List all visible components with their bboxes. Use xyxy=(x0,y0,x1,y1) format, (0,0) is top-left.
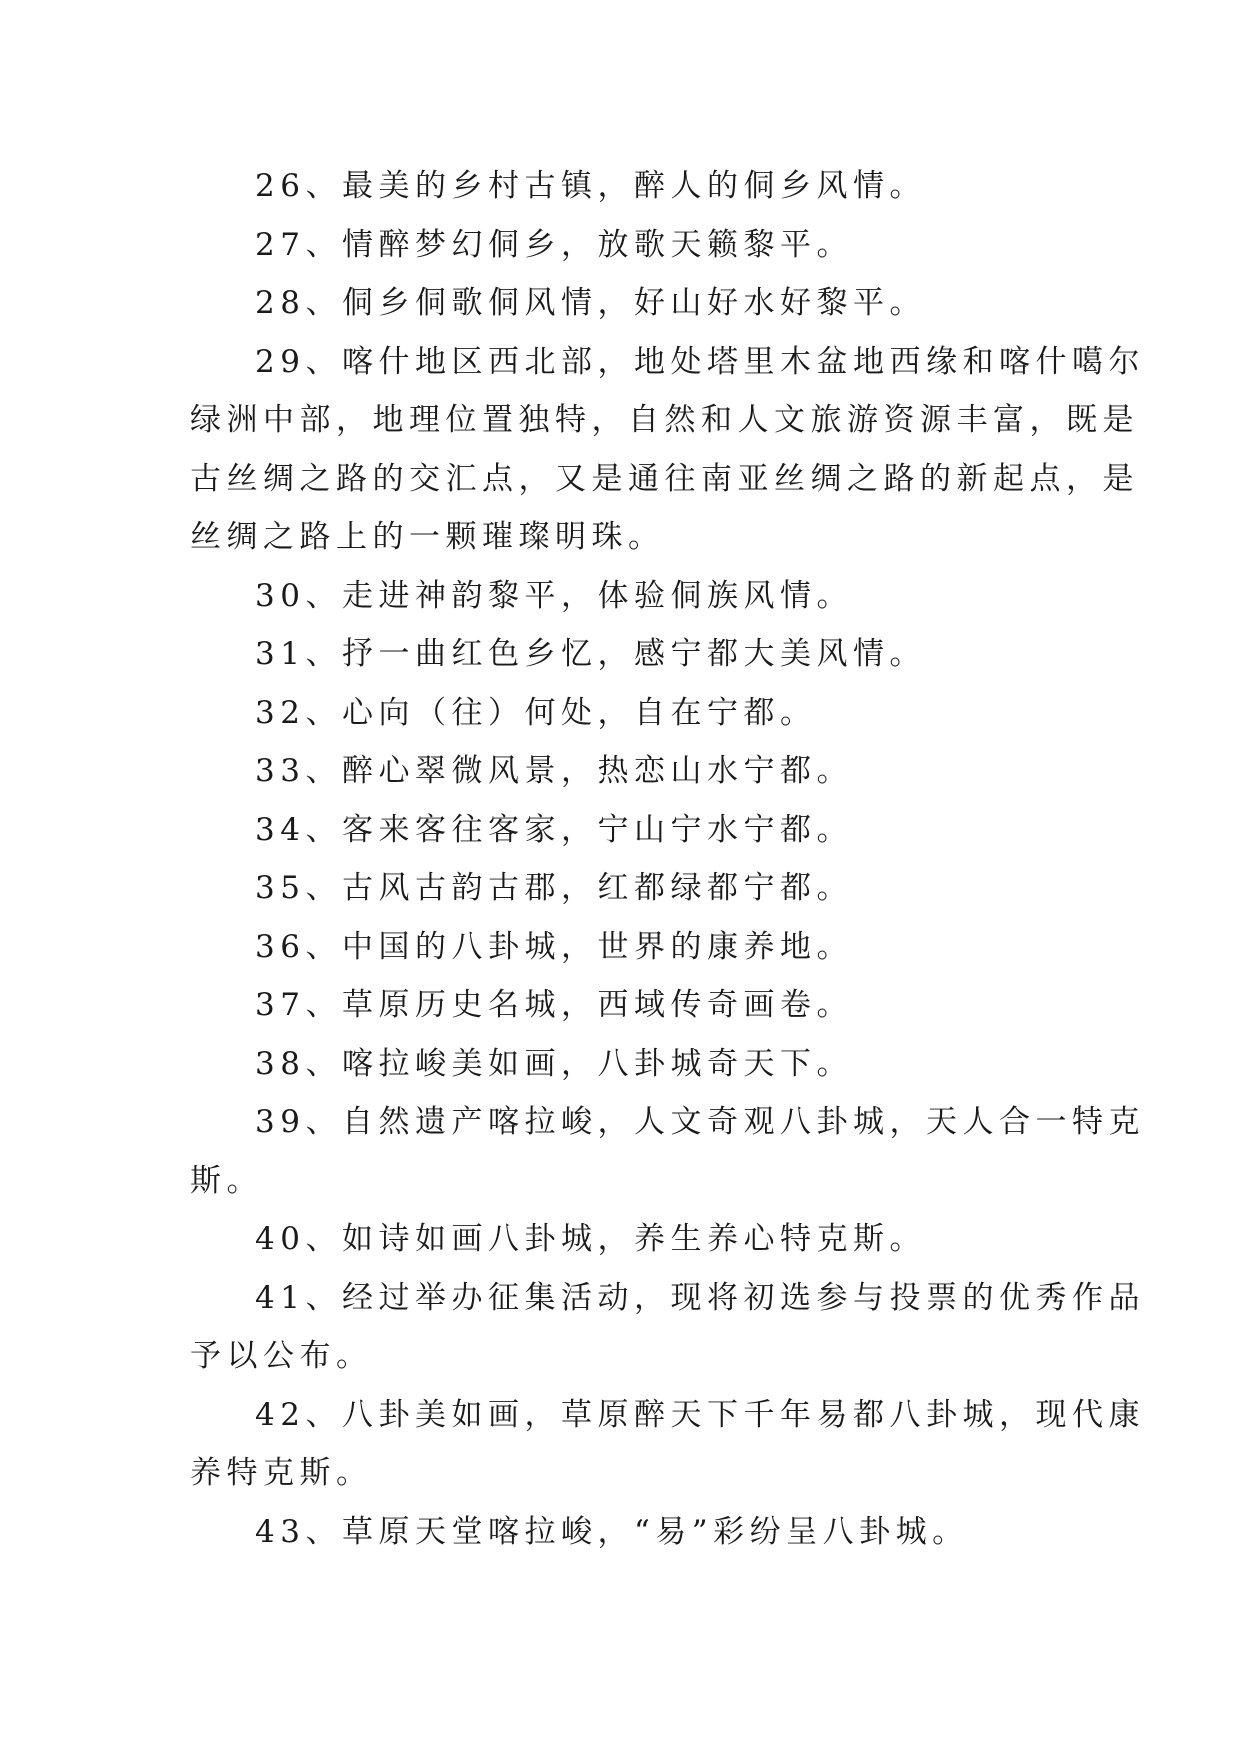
text-line-31: 31、抒一曲红色乡忆，感宁都大美风情。 xyxy=(255,636,926,672)
text-line-39-cont: 斯。 xyxy=(190,1163,263,1199)
text-line-41: 41、经过举办征集活动，现将初选参与投票的优秀作品 xyxy=(255,1280,1145,1316)
text-line-35: 35、古风古韵古郡，红都绿都宁都。 xyxy=(255,870,853,906)
text-line-30: 30、走进神韵黎平，体验侗族风情。 xyxy=(255,578,853,614)
text-line-37: 37、草原历史名城，西域传奇画卷。 xyxy=(255,987,853,1023)
text-line-27: 27、情醉梦幻侗乡，放歌天籁黎平。 xyxy=(255,227,853,263)
text-line-34: 34、客来客往客家，宁山宁水宁都。 xyxy=(255,812,853,848)
text-line-36: 36、中国的八卦城，世界的康养地。 xyxy=(255,929,853,965)
text-line-42-cont: 养特克斯。 xyxy=(190,1455,373,1491)
text-line-40: 40、如诗如画八卦城，养生养心特克斯。 xyxy=(255,1221,926,1257)
text-line-43: 43、草原天堂喀拉峻，“易”彩纷呈八卦城。 xyxy=(255,1514,969,1550)
text-line-42: 42、八卦美如画，草原醉天下千年易都八卦城，现代康 xyxy=(255,1397,1145,1433)
text-line-39: 39、自然遗产喀拉峻，人文奇观八卦城，天人合一特克 xyxy=(255,1104,1145,1140)
text-line-28: 28、侗乡侗歌侗风情，好山好水好黎平。 xyxy=(255,285,926,321)
text-line-29: 29、喀什地区西北部，地处塔里木盆地西缘和喀什噶尔 xyxy=(255,344,1145,380)
text-line-29-cont-2: 古丝绸之路的交汇点，又是通往南亚丝绸之路的新起点，是 xyxy=(190,461,1139,497)
text-line-29-cont-3: 丝绸之路上的一颗璀璨明珠。 xyxy=(190,519,665,555)
text-line-33: 33、醉心翠微风景，热恋山水宁都。 xyxy=(255,753,853,789)
text-line-26: 26、最美的乡村古镇，醉人的侗乡风情。 xyxy=(255,168,926,204)
text-line-38: 38、喀拉峻美如画，八卦城奇天下。 xyxy=(255,1046,853,1082)
text-line-41-cont: 予以公布。 xyxy=(190,1338,373,1374)
text-line-32: 32、心向（往）何处，自在宁都。 xyxy=(255,695,817,731)
text-line-29-cont-1: 绿洲中部，地理位置独特，自然和人文旅游资源丰富，既是 xyxy=(190,402,1139,438)
